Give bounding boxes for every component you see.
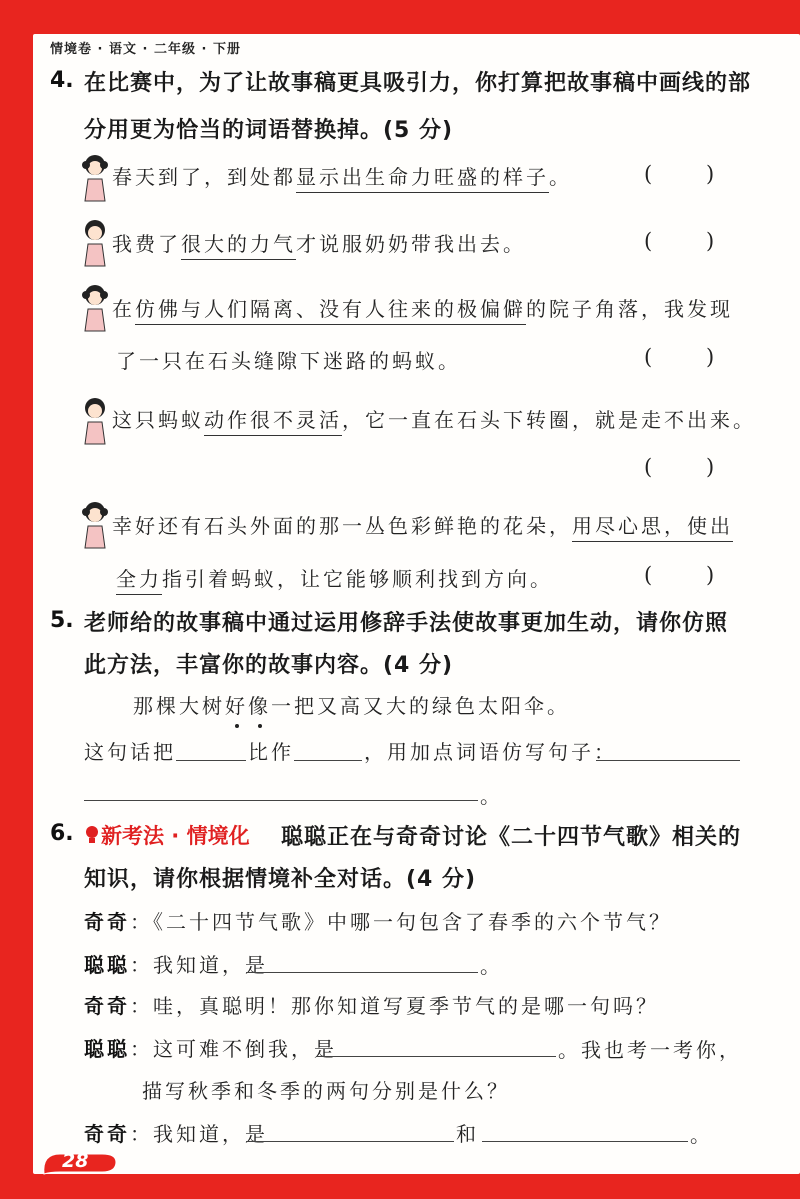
q4-item2-post: 才说服奶奶带我出去。 [296, 232, 526, 256]
q4-title-line1: 在比赛中，为了让故事稿更具吸引力，你打算把故事稿中画线的部 [84, 71, 752, 96]
q5-blank-2[interactable] [294, 760, 362, 761]
q4-item5-underlined-2: 全力 [116, 567, 162, 595]
q4-item4-pre: 这只蚂蚁 [112, 408, 204, 432]
q6-dialog-5 [84, 1118, 268, 1147]
boy-avatar-icon [80, 396, 110, 446]
q4-item1-post: 。 [549, 165, 572, 189]
speaker-congcong: 聪聪 [84, 1037, 130, 1061]
q5-dot2-text: 像 [248, 694, 271, 718]
q6-blank-spring[interactable] [246, 972, 478, 973]
q6-tag: 新考法 · 情境化 [101, 824, 250, 848]
speaker-congcong: 聪聪 [84, 953, 130, 977]
q6-blank-winter[interactable] [482, 1141, 688, 1142]
q6-d4-text: ：这可难不倒我，是 [130, 1037, 337, 1061]
q4-item5-pre: 幸好还有石头外面的那一丛色彩鲜艳的花朵， [112, 514, 572, 538]
q6-d1-text: ：《二十四节气歌》中哪一句包含了春季的六个节气？ [130, 910, 672, 934]
q5-number: 5. [50, 608, 74, 633]
q4-item2-pre: 我费了 [112, 232, 181, 256]
paren-open: ( [644, 162, 653, 186]
q6-blank-summer[interactable] [316, 1056, 556, 1057]
paren-open: ( [644, 455, 653, 479]
q4-item3-answer[interactable] [644, 345, 714, 369]
q4-item5-answer[interactable] [644, 563, 714, 587]
q4-item4-underlined: 动作很不灵活 [204, 408, 342, 436]
q6-title-line1: 聪聪正在与奇奇讨论《二十四节气歌》相关的 [281, 825, 742, 850]
q5-dotted-char-2 [248, 694, 271, 718]
paren-close: ) [706, 563, 715, 587]
paren-open: ( [644, 563, 653, 587]
q5-dotted-char-1 [225, 694, 248, 718]
q5-example-pre: 那棵大树 [133, 694, 225, 718]
girl-avatar-icon [80, 500, 110, 550]
q6-title-line2: 知识，请你根据情境补全对话。(4 分) [84, 867, 477, 892]
speaker-qiqi: 奇奇 [84, 910, 130, 934]
q4-item5-post: 指引着蚂蚁，让它能够顺利找到方向。 [162, 567, 553, 591]
girl-avatar-icon [80, 283, 110, 333]
q6-dialog-3 [84, 990, 659, 1019]
q4-number: 4. [50, 68, 74, 93]
q5-fill-b: 比作 [248, 740, 294, 764]
q5-blank-4[interactable] [84, 800, 478, 801]
girl-avatar-icon [80, 153, 110, 203]
q5-example [133, 690, 570, 719]
speaker-qiqi: 奇奇 [84, 994, 130, 1018]
paren-close: ) [706, 162, 715, 186]
q6-d5-end: 。 [690, 1123, 713, 1147]
q6-d4-line2: 描写秋季和冬季的两句分别是什么？ [142, 1079, 510, 1103]
q5-title-line1: 老师给的故事稿中通过运用修辞手法使故事更加生动，请你仿照 [84, 611, 729, 636]
q4-item3-line1 [112, 293, 733, 322]
q6-number: 6. [50, 821, 74, 846]
q4-item3-pre: 在 [112, 297, 135, 321]
q4-item1-answer[interactable] [644, 162, 714, 186]
q6-d3-text: ：哇，真聪明！那你知道写夏季节气的是哪一句吗？ [130, 994, 659, 1018]
q5-example-post: 一把又高又大的绿色太阳伞。 [271, 694, 570, 718]
q4-item2 [112, 228, 526, 257]
q5-fill-a: 这句话把 [84, 740, 176, 764]
q4-item4-post: ，它一直在石头下转圈，就是走不出来。 [342, 408, 756, 432]
paren-close: ) [706, 345, 715, 369]
emphasis-dot [235, 724, 239, 728]
q6-dialog-1 [84, 906, 672, 935]
page-number: 28 [62, 1150, 89, 1172]
q4-item4-answer[interactable] [644, 455, 714, 479]
q4-item5-underlined: 用尽心思，使出 [572, 514, 733, 542]
speaker-qiqi: 奇奇 [84, 1122, 130, 1146]
q6-d5-and: 和 [456, 1122, 479, 1146]
q6-blank-autumn[interactable] [246, 1141, 454, 1142]
paren-close: ) [706, 455, 715, 479]
q6-dialog-4 [84, 1033, 337, 1062]
q4-title-line2: 分用更为恰当的词语替换掉。(5 分) [84, 118, 454, 143]
q4-item2-underlined: 很大的力气 [181, 232, 296, 260]
q6-d2-text: ：我知道，是 [130, 953, 268, 977]
q5-end: 。 [480, 784, 503, 808]
q4-item2-answer[interactable] [644, 229, 714, 253]
header-title: 情境卷 · 语文 · 二年级 · 下册 [50, 42, 241, 57]
q5-title-line2: 此方法，丰富你的故事内容。(4 分) [84, 653, 454, 678]
q6-d5-text: ：我知道，是 [130, 1122, 268, 1146]
q4-item5-line1 [112, 510, 733, 539]
q5-fill-c: ，用加点词语仿写句子： [364, 740, 617, 764]
q5-blank-1[interactable] [176, 760, 246, 761]
q4-item3-line2: 了一只在石头缝隙下迷路的蚂蚁。 [116, 349, 461, 373]
q6-dialog-2 [84, 949, 268, 978]
lightbulb-icon [84, 824, 100, 846]
q4-item1-underlined: 显示出生命力旺盛的样子 [296, 165, 549, 193]
q4-item1 [112, 161, 572, 190]
paren-open: ( [644, 345, 653, 369]
q5-dot1-text: 好 [225, 694, 248, 718]
paren-close: ) [706, 229, 715, 253]
q4-item1-pre: 春天到了，到处都 [112, 165, 296, 189]
boy-avatar-icon [80, 218, 110, 268]
q6-d2-end: 。 [480, 954, 503, 978]
emphasis-dot [258, 724, 262, 728]
q6-d4-end: 。我也考一考你， [558, 1038, 742, 1062]
q4-item4 [112, 404, 756, 433]
q4-item3-underlined: 仿佛与人们隔离、没有人往来的极偏僻 [135, 297, 526, 325]
paren-open: ( [644, 229, 653, 253]
q5-blank-3[interactable] [596, 760, 740, 761]
q4-item3-post: 的院子角落，我发现 [526, 297, 733, 321]
q4-item5-line2 [116, 563, 553, 592]
